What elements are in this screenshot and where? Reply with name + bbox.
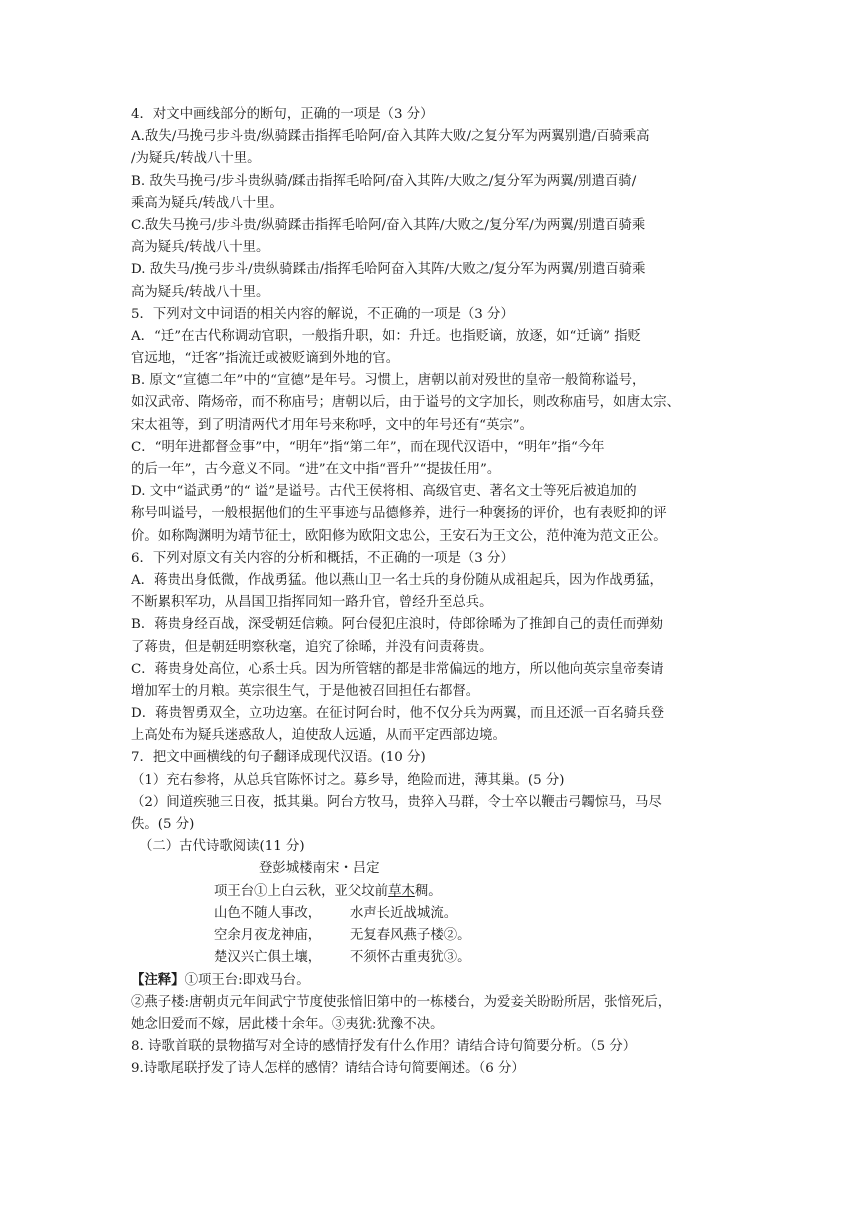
q6-option-d-line1: D．蒋贵智勇双全，立功边塞。在征讨阿台时，他不仅分兵为两翼，而且还派一百名骑兵登 xyxy=(131,706,664,722)
poem-line-2-second-half: 水声长近战城流。 xyxy=(350,905,458,921)
q6-option-c-line1: C．蒋贵身处高位，心系士兵。因为所管辖的都是非常偏远的地方，所以他向英宗皇帝奏请 xyxy=(131,661,664,677)
q4-option-b-line1: B. 敌失马挽弓/步斗贵纵骑/蹂击指挥毛哈阿/奋入其阵/大败之/复分军为两翼/别遣百骑/ xyxy=(131,173,637,189)
q7-item-2-line2: 佚。(5 分) xyxy=(131,817,195,832)
q5-option-b-line3: 宋太祖等，到了明清两代才用年号来称呼，文中的年号还有“英宗”。 xyxy=(131,417,534,433)
q7-item-1: （1）充右参将，从总兵官陈怀讨之。募乡导，绝险而进，薄其巢。(5 分) xyxy=(131,772,565,788)
q6-option-a-line2: 不断累积军功，从昌国卫指挥同知一路升官，曾经升至总兵。 xyxy=(131,595,493,611)
poem-line-1-text: 项王台①上白云秋，亚父坟前草木稠。 xyxy=(214,883,442,899)
poem-line-4-second-half: 不须怀古重夷犹③。 xyxy=(350,950,471,966)
notes-tag: 【注释】 xyxy=(131,972,185,989)
poem-title: 登彭城楼南宋・吕定 xyxy=(259,861,380,877)
q4-option-b-line2: 乘高为疑兵/转战八十里。 xyxy=(131,195,283,211)
question-8-stem: 8. 诗歌首联的景物描写对全诗的感情抒发有什么作用？请结合诗句简要分析。（5 分） xyxy=(131,1038,637,1054)
q4-option-d-line1: D. 敌失马/挽弓步斗/贵纵骑蹂击/指挥毛哈阿奋入其阵/大败之/复分军为两翼/别遣百骑乘 xyxy=(131,262,646,278)
section-heading: （二）古代诗歌阅读(11 分) xyxy=(139,839,305,855)
q4-option-d-line2: 高为疑兵/转战八十里。 xyxy=(131,284,270,300)
poem-line-2-first-half: 山色不随人事改， xyxy=(214,905,322,921)
poem-line-2 xyxy=(131,903,757,925)
q5-option-d-line3: 价。如称陶渊明为靖节征士，欧阳修为欧阳文忠公，王安石为王文公，范仲淹为范文正公。 xyxy=(131,528,667,544)
q6-option-b-line1: B．蒋贵身经百战，深受朝廷信赖。阿台侵犯庄浪时，侍郎徐晞为了推卸自己的责任而弹劾 xyxy=(131,617,664,633)
q4-option-c-line1: C.敌失马挽弓/步斗贵/纵骑蹂击指挥毛哈阿/奋入其阵/大败之/复分军/为两翼/别遣百骑乘 xyxy=(131,217,646,233)
q6-option-a-line1: A．蒋贵出身低微，作战勇猛。他以燕山卫一名士兵的身份随从成祖起兵，因为作战勇猛， xyxy=(131,572,663,588)
notes-line-3: 她念旧爱而不嫁，居此楼十余年。③夷犹:犹豫不决。 xyxy=(131,1016,444,1032)
poem-line-4-first-half: 楚汉兴亡俱土壤， xyxy=(214,950,322,966)
poem-line-3 xyxy=(131,925,757,947)
q5-option-b-line1: B. 原文“宣德二年”中的“宣德”是年号。习惯上，唐朝以前对殁世的皇帝一般简称谥号， xyxy=(131,373,646,389)
underlined-phrase: 草木 xyxy=(388,883,415,899)
q6-option-b-line2: 了蒋贵，但是朝廷明察秋毫，追究了徐晞，并没有问责蒋贵。 xyxy=(131,639,493,655)
question-4-stem: 4．对文中画线部分的断句，正确的一项是（3 分） xyxy=(131,107,434,122)
question-5-stem: 5．下列对文中词语的相关内容的解说，不正确的一项是（3 分） xyxy=(131,306,514,322)
q6-option-d-line2: 上高处布为疑兵迷惑敌人，迫使敌人远遁，从而平定西部边境。 xyxy=(131,728,506,744)
notes-line-2: ②燕子楼:唐朝贞元年间武宁节度使张愔旧第中的一栋楼台，为爱妾关盼盼所居，张愔死后， xyxy=(131,994,672,1010)
q5-option-b-line2: 如汉武帝、隋炀帝，而不称庙号；唐朝以后，由于谥号的文字加长，则改称庙号，如唐太宗、 xyxy=(131,395,681,411)
q5-option-d-line1: D. 文中“谥武勇”的“ 谥”是谥号。古代王侯将相、高级官吏、著名文士等死后被追加的 xyxy=(131,484,637,500)
poem-line-4 xyxy=(131,947,757,969)
poem-line-1 xyxy=(131,881,757,903)
q4-option-a-line1: A.敌失/马挽弓步斗贵/纵骑蹂击指挥毛哈阿/奋入其阵大败/之复分军为两翼别遣/百骑乘高 xyxy=(131,129,650,145)
question-7-stem: 7．把文中画横线的句子翻译成现代汉语。(10 分) xyxy=(131,750,426,766)
q5-option-c-line2: 的后一年”，古今意义不同。“进”在文中指“晋升”“提拔任用”。 xyxy=(131,462,501,477)
exam-page xyxy=(131,104,757,1080)
q6-option-c-line2: 增加军士的月粮。英宗很生气，于是他被召回担任右都督。 xyxy=(131,683,480,699)
notes-line-1 xyxy=(131,969,757,991)
poem-line-3-first-half: 空余月夜龙神庙， xyxy=(214,927,322,943)
note-1: ①项王台:即戏马台。 xyxy=(184,973,310,989)
q5-option-c-line1: C．“明年进都督佥事”中，“明年”指“第二年”，而在现代汉语中，“明年”指“今年 xyxy=(131,439,605,455)
q5-option-a-line1: A．“迁”在古代称调动官职，一般指升职，如：升迁。也指贬谪，放逐，如“迁谪” 指贬 xyxy=(131,328,641,344)
q5-option-a-line2: 官远地，“迁客”指流迁或被贬谪到外地的官。 xyxy=(131,351,400,367)
q4-option-a-line2: /为疑兵/转战八十里。 xyxy=(131,151,261,167)
question-9-stem: 9.诗歌尾联抒发了诗人怎样的感情？请结合诗句简要阐述。（6 分） xyxy=(131,1061,525,1077)
q5-option-d-line2: 称号叫谥号，一般根据他们的生平事迹与品德修养，进行一种褒扬的评价，也有表贬抑的评 xyxy=(131,506,667,522)
question-6-stem: 6．下列对原文有关内容的分析和概括，不正确的一项是（3 分） xyxy=(131,550,514,566)
q4-option-c-line2: 高为疑兵/转战八十里。 xyxy=(131,240,270,256)
poem-line-3-second-half: 无复春风燕子楼②。 xyxy=(350,927,471,943)
q7-item-2-line1: （2）间道疾驰三日夜，抵其巢。阿台方牧马，贵猝入马群，令士卒以鞭击弓韣惊马，马尽 xyxy=(131,794,662,810)
